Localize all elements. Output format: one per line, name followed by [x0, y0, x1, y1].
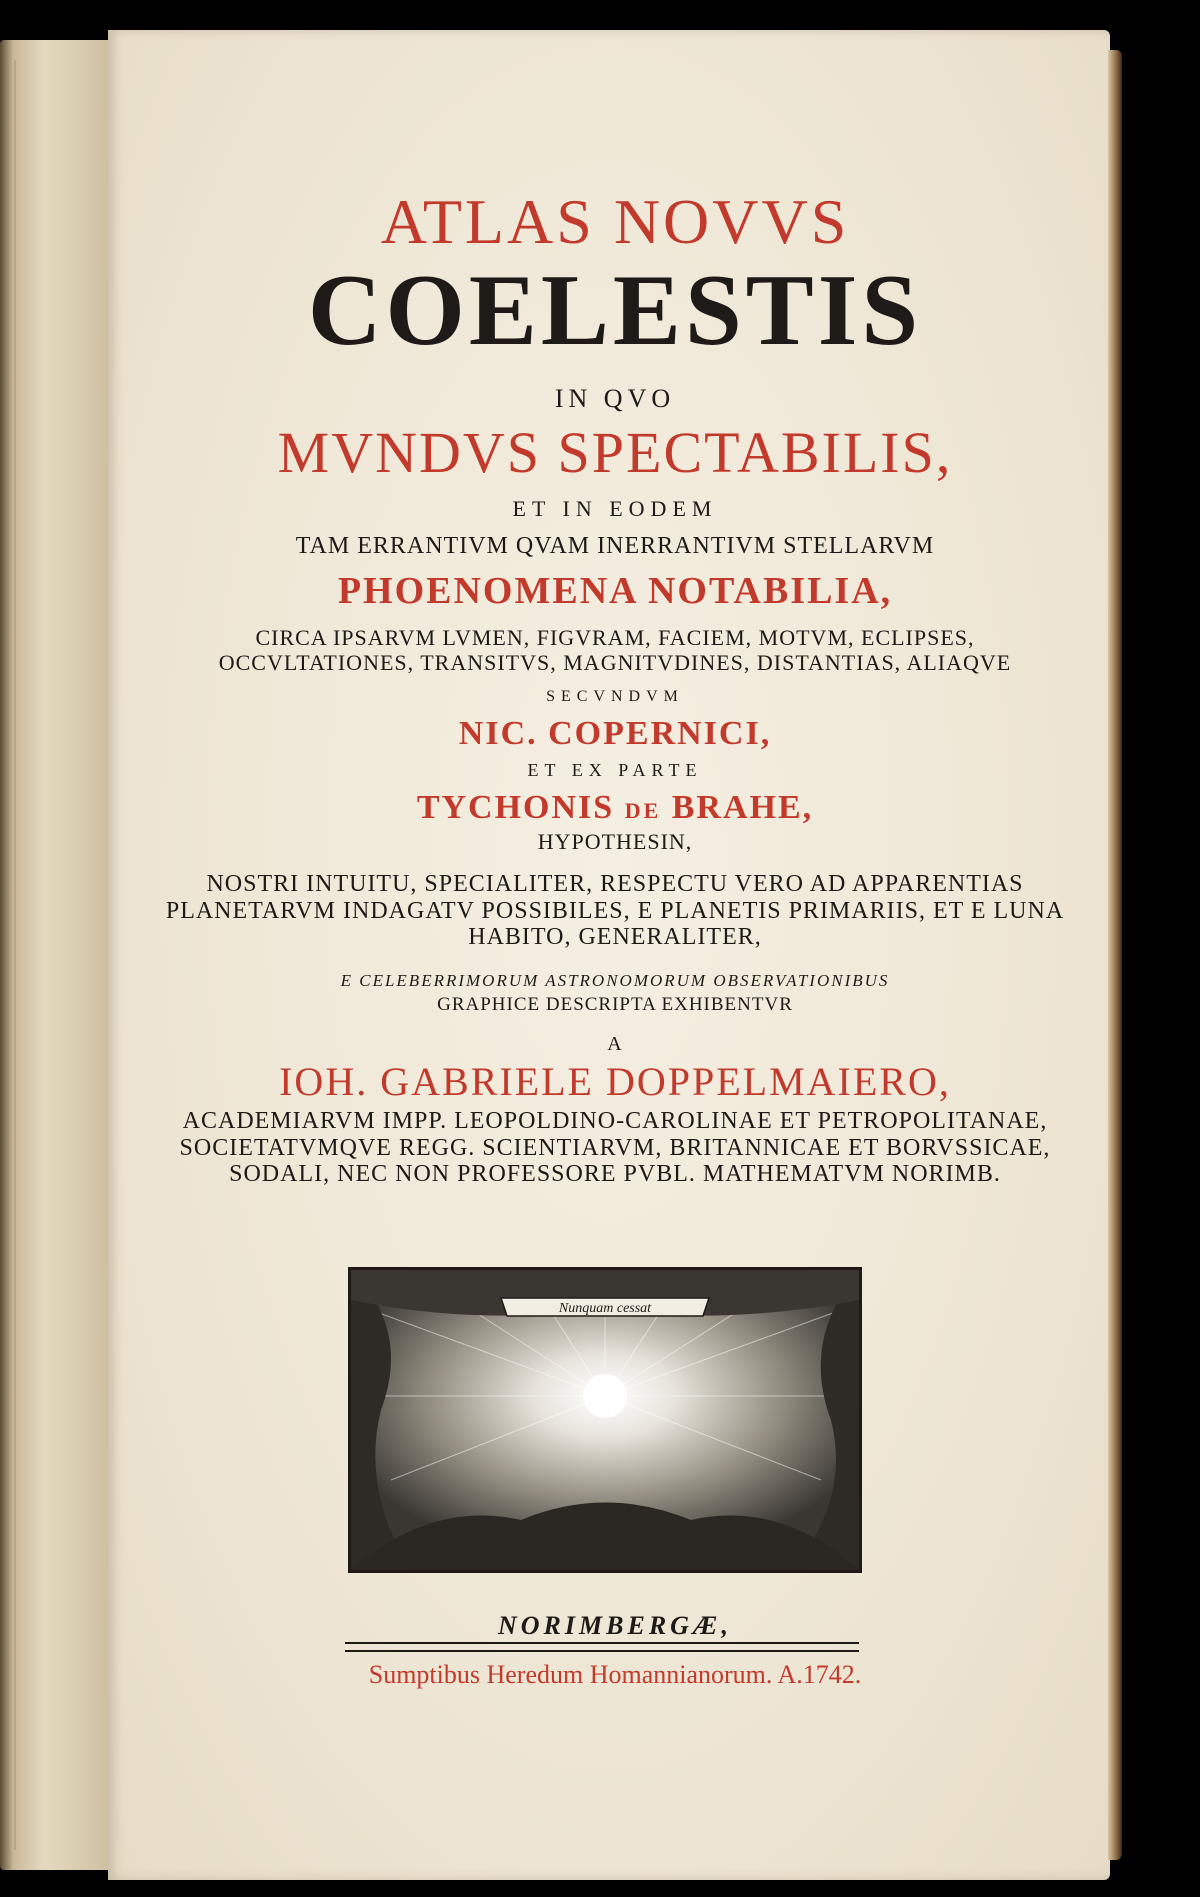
engraved-vignette [348, 1267, 862, 1573]
title-phoenomena: PHOENOMENA NOTABILIA, [337, 570, 893, 612]
text-a: A [607, 1033, 623, 1056]
text-nostri-intuitu: NOSTRI INTUITU, SPECIALITER, RESPECTU VERO AD APPARENTIAS PLANETARVM INDAGATV POSSIBILES, E PLANETIS PRIMARIIS, ET E LUNA HABITO, GENERALITER, [165, 871, 1065, 951]
double-rule-top [345, 1642, 859, 1644]
page-edge [1108, 50, 1122, 1860]
text-graphice: GRAPHICE DESCRIPTA EXHIBENTVR [437, 994, 793, 1016]
author-affiliations: ACADEMIARVM IMPP. LEOPOLDINO-CAROLINAE ET PETROPOLITANAE, SOCIETATVMQVE REGG. SCIENTIARVM, BRITANNICAE ET BORVSSICAE, SODALI, NEC NON PROFESSORE PVBL. MATHEMATVM NORIMB. [179, 1108, 1051, 1188]
title-copernici: NIC. COPERNICI, [458, 715, 772, 753]
de-word: DE [624, 798, 662, 824]
text-circa-ipsarum: CIRCA IPSARVM LVMEN, FIGVRAM, FACIEM, MOTVM, ECLIPSES, OCCVLTATIONES, TRANSITVS, MAGNITVDINES, DISTANTIAS, ALIAQVE [218, 625, 1012, 675]
text-et-ex-parte: ET EX PARTE [527, 760, 703, 781]
book-binding [0, 40, 110, 1870]
text-hypothesin: HYPOTHESIN, [537, 829, 693, 855]
imprint-publisher: Sumptibus Heredum Homannianorum. A.1742. [368, 1660, 862, 1689]
text-errantium: TAM ERRANTIVM QVAM INERRANTIVM STELLARVM [295, 533, 935, 559]
title-tychonis [140, 791, 1090, 825]
tychonis-word: TYCHONIS [416, 789, 615, 827]
imprint-city: NORIMBERGÆ, [498, 1611, 732, 1640]
text-secundum: SECVNDVM [546, 688, 684, 706]
double-rule-bottom [345, 1650, 859, 1652]
sun-icon [583, 1374, 627, 1418]
motto-text: Nunquam cessat [558, 1301, 652, 1316]
title-coelestis: COELESTIS [307, 254, 923, 367]
title-text-block [140, 186, 1090, 1188]
text-observationibus: E CELEBERRIMORUM ASTRONOMORUM OBSERVATIONIBUS [340, 971, 890, 991]
binding-seam [14, 60, 16, 1850]
author-name: IOH. GABRIELE DOPPELMAIERO, [279, 1059, 951, 1105]
brahe-word: BRAHE, [671, 789, 814, 827]
text-in-quo: IN QVO [554, 384, 676, 413]
sun-engraving [351, 1270, 859, 1570]
text-et-in-eodem: ET IN EODEM [512, 496, 718, 521]
title-mundus-spectabilis: MVNDVS SPECTABILIS, [277, 420, 953, 485]
title-atlas-novus: ATLAS NOVVS [380, 186, 850, 257]
